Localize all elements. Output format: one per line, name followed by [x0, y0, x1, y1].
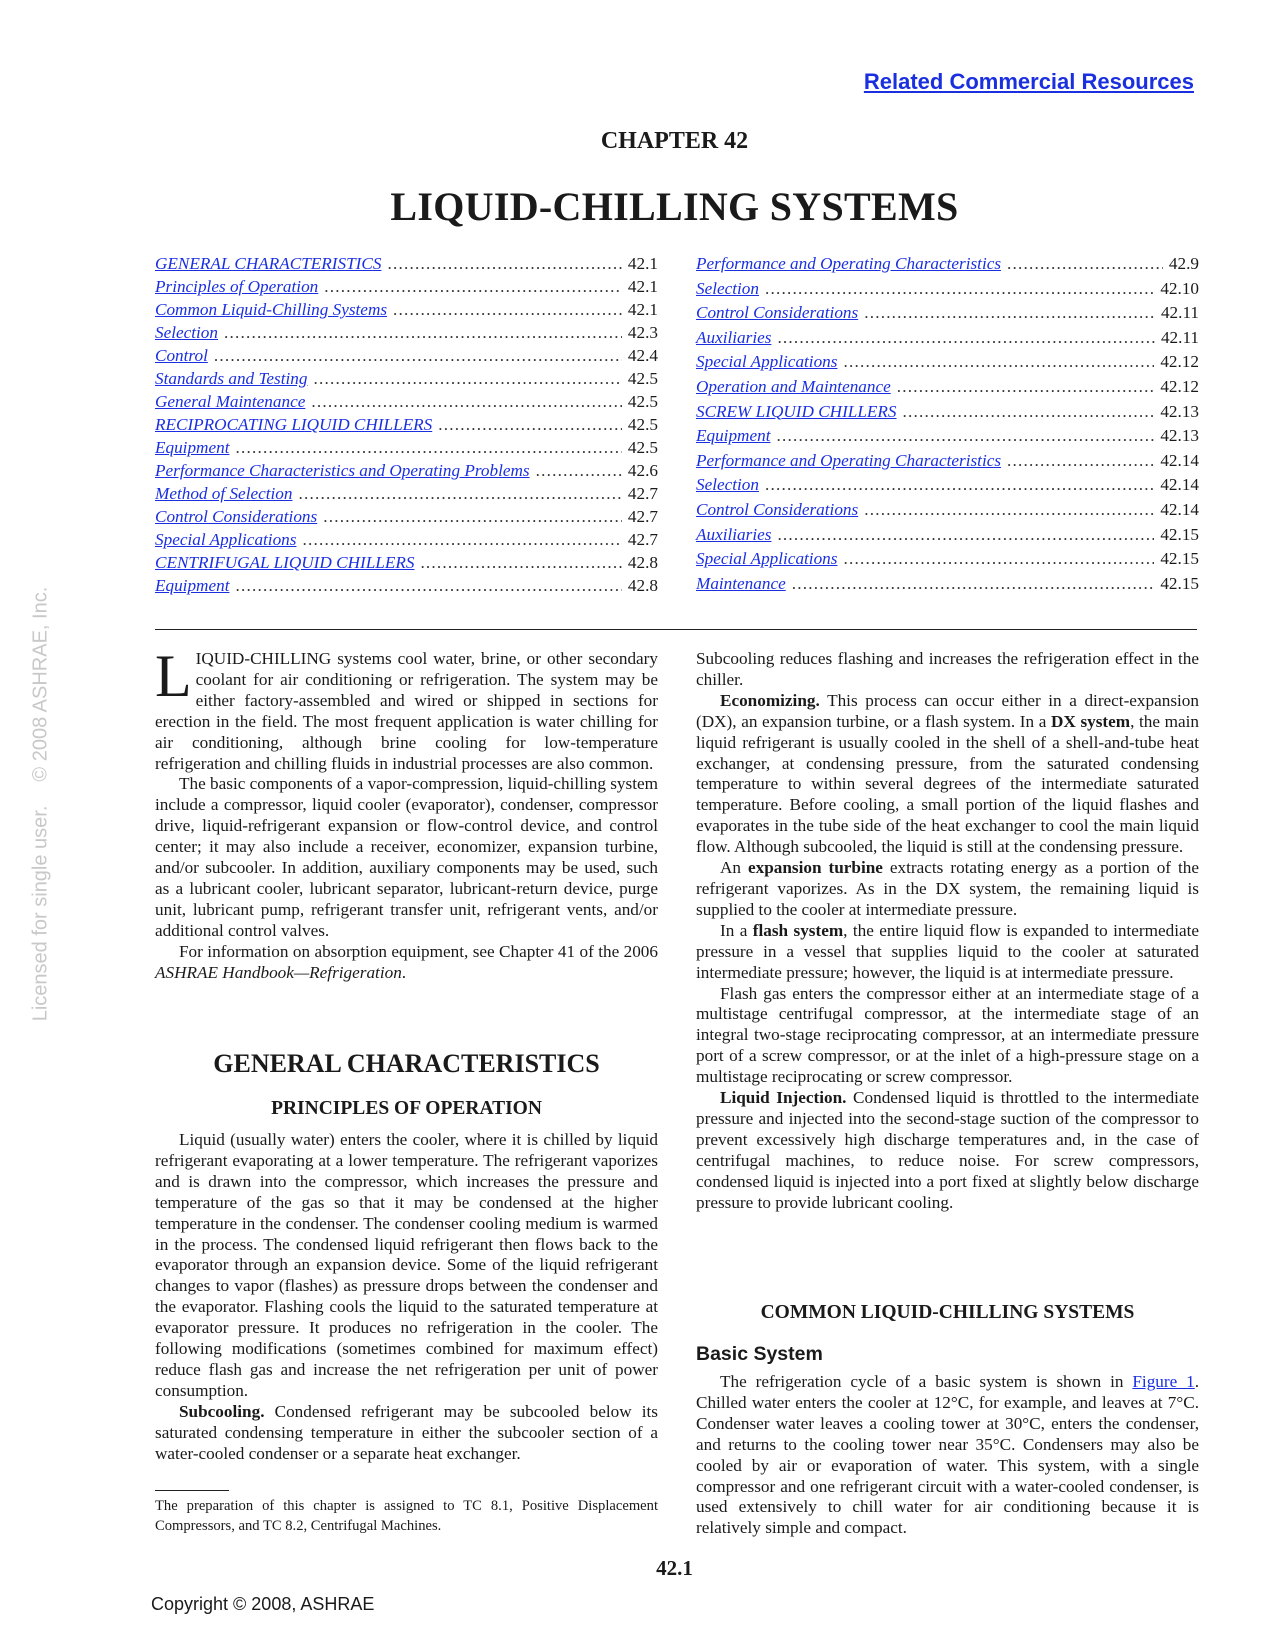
toc-page-number: 42.9 [1168, 254, 1199, 273]
toc-entry [696, 328, 1199, 353]
toc-page-number: 42.14 [1160, 499, 1199, 519]
toc-leader-dots [843, 549, 1154, 569]
toc-leader-dots [302, 530, 621, 550]
toc-leader-dots [387, 254, 621, 274]
toc-link[interactable]: Selection [155, 323, 218, 342]
watermark-license-text: Licensed for single user. [29, 805, 52, 1022]
toc-entry [696, 303, 1199, 328]
toc-entry [155, 553, 658, 576]
toc-leader-dots [792, 574, 1155, 594]
toc-link[interactable]: Control Considerations [696, 499, 859, 519]
intro-paragraph-3: For information on absorption equipment, see Chapter 41 of the 2006 ASHRAE Handbook—Refrigeration. [155, 941, 658, 982]
toc-entry [155, 438, 658, 461]
toc-page-number: 42.7 [627, 507, 658, 526]
toc-page-number: 42.1 [627, 254, 658, 273]
toc-link[interactable]: Special Applications [696, 549, 838, 569]
related-resources-link[interactable]: Related Commercial Resources [863, 69, 1194, 94]
toc-leader-dots [1007, 254, 1163, 274]
toc-entry [155, 415, 658, 438]
toc-entry [155, 277, 658, 300]
toc-link[interactable]: Equipment [696, 426, 771, 446]
toc-right-column [696, 254, 1199, 598]
toc-entry [155, 461, 658, 484]
toc-page-number: 42.4 [627, 346, 658, 365]
toc-leader-dots [235, 438, 621, 458]
toc-page-number: 42.8 [627, 576, 658, 595]
toc-entry [155, 369, 658, 392]
subsection-heading-common-systems: COMMON LIQUID-CHILLING SYSTEMS [760, 1302, 1135, 1323]
drop-cap: L [155, 643, 192, 709]
toc-link[interactable]: Control [155, 346, 208, 365]
toc-leader-dots [864, 500, 1154, 520]
toc-link[interactable]: Control Considerations [155, 507, 318, 526]
subcooling-continued: Subcooling reduces flashing and increases the refrigeration effect in the chiller. [696, 649, 1199, 689]
toc-link[interactable]: Equipment [155, 576, 230, 595]
toc-entry [696, 279, 1199, 304]
toc-entry [155, 507, 658, 530]
liquid-injection-paragraph: Liquid Injection. Condensed liquid is throttled to the intermediate pressure and injected into the second-stage suction of the compressor to prevent excessively high discharge temperatures and, in the case of centrifugal machines, to reduce noise. For screw compressors, condensed liquid is injected into a port fixed at slightly below discharge pressure to provide lubricant cooling. [696, 1088, 1199, 1212]
toc-link[interactable]: Operation and Maintenance [696, 376, 891, 396]
toc-page-number: 42.1 [627, 277, 658, 296]
toc-leader-dots [777, 525, 1154, 545]
toc-entry [696, 475, 1199, 500]
toc-link[interactable]: Method of Selection [155, 484, 293, 503]
toc-link[interactable]: RECIPROCATING LIQUID CHILLERS [155, 415, 433, 434]
toc-page-number: 42.1 [627, 300, 658, 319]
toc-page-number: 42.7 [627, 484, 658, 503]
toc-link[interactable]: Special Applications [696, 352, 838, 372]
toc-entry [696, 574, 1199, 599]
toc-page-number: 42.7 [627, 530, 658, 549]
toc-entry [696, 549, 1199, 574]
basic-system-text [696, 1372, 1199, 1539]
toc-link[interactable]: Auxiliaries [696, 524, 772, 544]
heading-basic-system: Basic System [696, 1343, 823, 1365]
toc-entry [155, 323, 658, 346]
toc-link[interactable]: Equipment [155, 438, 230, 457]
watermark-copyright-text: © 2008 ASHRAE, Inc. [29, 586, 52, 782]
toc-page-number: 42.5 [627, 415, 658, 434]
toc-link[interactable]: SCREW LIQUID CHILLERS [696, 401, 897, 421]
expansion-turbine-paragraph: An expansion turbine extracts rotating energy as a portion of the refrigerant vaporizes. As in the DX system, the remaining liquid is supplied to the cooler at intermediate pressure. [696, 858, 1200, 919]
toc-page-number: 42.13 [1160, 401, 1199, 421]
toc-leader-dots [765, 279, 1154, 299]
toc-page-number: 42.14 [1160, 475, 1199, 495]
toc-entry [155, 346, 658, 369]
toc-link[interactable]: Selection [696, 278, 759, 298]
toc-page-number: 42.5 [627, 369, 658, 388]
section-heading-general-characteristics: GENERAL CHARACTERISTICS [213, 1049, 600, 1078]
toc-link[interactable]: Auxiliaries [696, 327, 772, 347]
chapter-number: CHAPTER 42 [600, 128, 749, 154]
toc-leader-dots [393, 300, 622, 320]
intro-paragraph-2: The basic components of a vapor-compression, liquid-chilling system include a compressor, liquid cooler (evaporator), condenser, compressor drive, liquid-refrigerant expansion or flow-control device, and control center; it may also include a receiver, economizer, expansion turbine, and/or subcooler. In addition, auxiliary components may be used, such as a lubricant cooler, lubricant separator, lubricant-return device, purge unit, lubricant pump, refrigerant transfer unit, refrigerant vents, and/or additional control valves. [155, 774, 658, 940]
toc-page-number: 42.10 [1160, 278, 1199, 298]
toc-leader-dots [777, 328, 1155, 348]
toc-leader-dots [420, 553, 621, 573]
toc-entry [696, 426, 1199, 451]
toc-page-number: 42.15 [1160, 549, 1199, 569]
toc-leader-dots [324, 277, 622, 297]
toc-entry [155, 300, 658, 323]
principles-text [155, 1130, 658, 1465]
page-number: 42.1 [656, 1556, 693, 1580]
toc-leader-dots [224, 323, 622, 343]
intro-text [155, 643, 658, 984]
toc-link[interactable]: Performance Characteristics and Operating Problems [155, 461, 530, 480]
toc-page-number: 42.15 [1160, 573, 1199, 593]
toc-leader-dots [235, 576, 621, 596]
toc-page-number: 42.12 [1160, 352, 1199, 372]
toc-link[interactable]: Performance and Operating Characteristics [696, 450, 1002, 470]
toc-leader-dots [903, 402, 1155, 422]
flash-gas-paragraph: Flash gas enters the compressor either at an intermediate stage of a multistage centrifugal compressor, at the intermediate stage of an integral two-stage reciprocating compressor, at an intermediate pressure port of a screw compressor, or at the inlet of a high-pressure stage on a multistage reciprocating or screw compressor. [696, 983, 1199, 1087]
footnote: The preparation of this chapter is assigned to TC 8.1, Positive Displacement Compressors, and TC 8.2, Centrifugal Machines. [155, 1498, 658, 1534]
toc-entry [696, 352, 1199, 377]
toc-left-column [155, 254, 658, 599]
toc-leader-dots [765, 475, 1154, 495]
toc-page-number: 42.13 [1160, 426, 1199, 446]
toc-leader-dots [776, 426, 1154, 446]
toc-leader-dots [536, 461, 622, 481]
toc-page-number: 42.11 [1160, 327, 1199, 347]
toc-entry [155, 576, 658, 599]
toc-entry [155, 530, 658, 553]
right-column-text [696, 649, 1199, 1213]
toc-page-number: 42.5 [627, 438, 658, 457]
toc-link[interactable]: Selection [696, 475, 759, 495]
toc-link[interactable]: GENERAL CHARACTERISTICS [155, 254, 382, 273]
toc-page-number: 42.8 [627, 553, 658, 572]
toc-link[interactable]: Common Liquid-Chilling Systems [155, 300, 388, 319]
toc-link[interactable]: Performance and Operating Characteristics [696, 254, 1002, 273]
toc-link[interactable]: Maintenance [696, 573, 786, 593]
figure-1-link[interactable]: Figure 1 [1132, 1372, 1195, 1391]
toc-leader-dots [214, 346, 622, 366]
section-divider [155, 629, 1197, 630]
toc-leader-dots [298, 484, 621, 504]
toc-leader-dots [323, 507, 622, 527]
toc-page-number: 42.5 [627, 392, 658, 411]
toc-page-number: 42.15 [1160, 524, 1199, 544]
toc-leader-dots [314, 369, 622, 389]
toc-link[interactable]: Control Considerations [696, 303, 859, 323]
footnote-rule [155, 1490, 229, 1491]
toc-page-number: 42.14 [1160, 450, 1199, 470]
economizing-paragraph: Economizing. This process can occur either in a direct-expansion (DX), an expansion turbine, or a flash system. In a DX system, the main liquid refrigerant is usually cooled in the shell of a shell-and-tube heat exchanger, at condensing pressure, from the saturated condensing temperature to within several degrees of the intermediate saturated temperature. Before cooling, a small portion of the liquid flashes and evaporates in the tube side of the heat exchanger to cool the main liquid flow. Although subcooled, the liquid is still at the condensing pressure. [696, 690, 1199, 857]
toc-entry [155, 484, 658, 507]
toc-page-number: 42.6 [627, 461, 658, 480]
copyright: Copyright © 2008, ASHRAE [151, 1594, 375, 1614]
toc-entry [155, 392, 658, 415]
toc-link[interactable]: CENTRIFUGAL LIQUID CHILLERS [155, 553, 415, 572]
toc-entry [696, 254, 1199, 279]
toc-entry [696, 451, 1199, 476]
chapter-title: LIQUID-CHILLING SYSTEMS [390, 184, 959, 229]
toc-leader-dots [843, 352, 1154, 372]
subsection-heading-principles: PRINCIPLES OF OPERATION [271, 1098, 542, 1119]
toc-link[interactable]: Special Applications [155, 530, 297, 549]
toc-leader-dots [1007, 451, 1154, 471]
toc-page-number: 42.12 [1160, 376, 1199, 396]
toc-link[interactable]: General Maintenance [155, 392, 306, 411]
toc-entry [155, 254, 658, 277]
principles-paragraph: Liquid (usually water) enters the cooler, where it is chilled by liquid refrigerant evaporating at a lower temperature. The refrigerant vaporizes and is drawn into the compressor, which increases the pressure and temperature of the gas so that it may be condensed at the higher temperature in the condenser. The condenser cooling medium is warmed in the process. The condensed liquid refrigerant then flows back to the evaporator through an expansion device. Some of the liquid refrigerant changes to vapor (flashes) as pressure drops between the condenser and the evaporator. Flashing cools the liquid to the saturated temperature at evaporator pressure. It produces no refrigeration in the cooler. The following modifications (sometimes combined for maximum effect) reduce flash gas and increase the net refrigeration per unit of power consumption. [155, 1130, 658, 1400]
toc-entry [696, 377, 1199, 402]
toc-leader-dots [897, 377, 1155, 397]
basic-system-paragraph: The refrigeration cycle of a basic system is shown in Figure 1. Chilled water enters the cooler at 12°C, for example, and leaves at 7°C. Condenser water leaves a cooling tower at 30°C, enters the condenser, and returns to the cooling tower near 35°C. Condensers may also be cooled by air or evaporation of water. This system, with a single compressor and one refrigerant circuit with a water-cooled condenser, is used extensively to chill water for air conditioning because it is relatively simple and compact. [696, 1372, 1200, 1538]
toc-page-number: 42.11 [1160, 303, 1199, 323]
intro-paragraph-1: LIQUID-CHILLING systems cool water, brine, or other secondary coolant for air conditioning or refrigeration. The system may be either factory-assembled and wired or shipped in sections for erection in the field. The most frequent application is water chilling for air conditioning, although brine cooling for low-temperature refrigeration and chilling fluids in industrial processes are also common. [155, 643, 658, 773]
toc-link[interactable]: Standards and Testing [155, 369, 308, 388]
toc-entry [696, 525, 1199, 550]
toc-link[interactable]: Principles of Operation [155, 277, 319, 296]
subcooling-paragraph: Subcooling. Condensed refrigerant may be subcooled below its saturated condensing temperature in either the subcooler section of a water-cooled condenser or a separate heat exchanger. [155, 1401, 658, 1463]
toc-leader-dots [311, 392, 622, 412]
toc-leader-dots [438, 415, 622, 435]
toc-leader-dots [864, 303, 1155, 323]
toc-page-number: 42.3 [627, 323, 658, 342]
flash-system-paragraph: In a flash system, the entire liquid flow is expanded to intermediate pressure in a vessel that supplies liquid to the cooler at saturated intermediate pressure; however, the liquid is at intermediate pressure. [696, 920, 1199, 982]
toc-entry [696, 500, 1199, 525]
toc-entry [696, 402, 1199, 427]
